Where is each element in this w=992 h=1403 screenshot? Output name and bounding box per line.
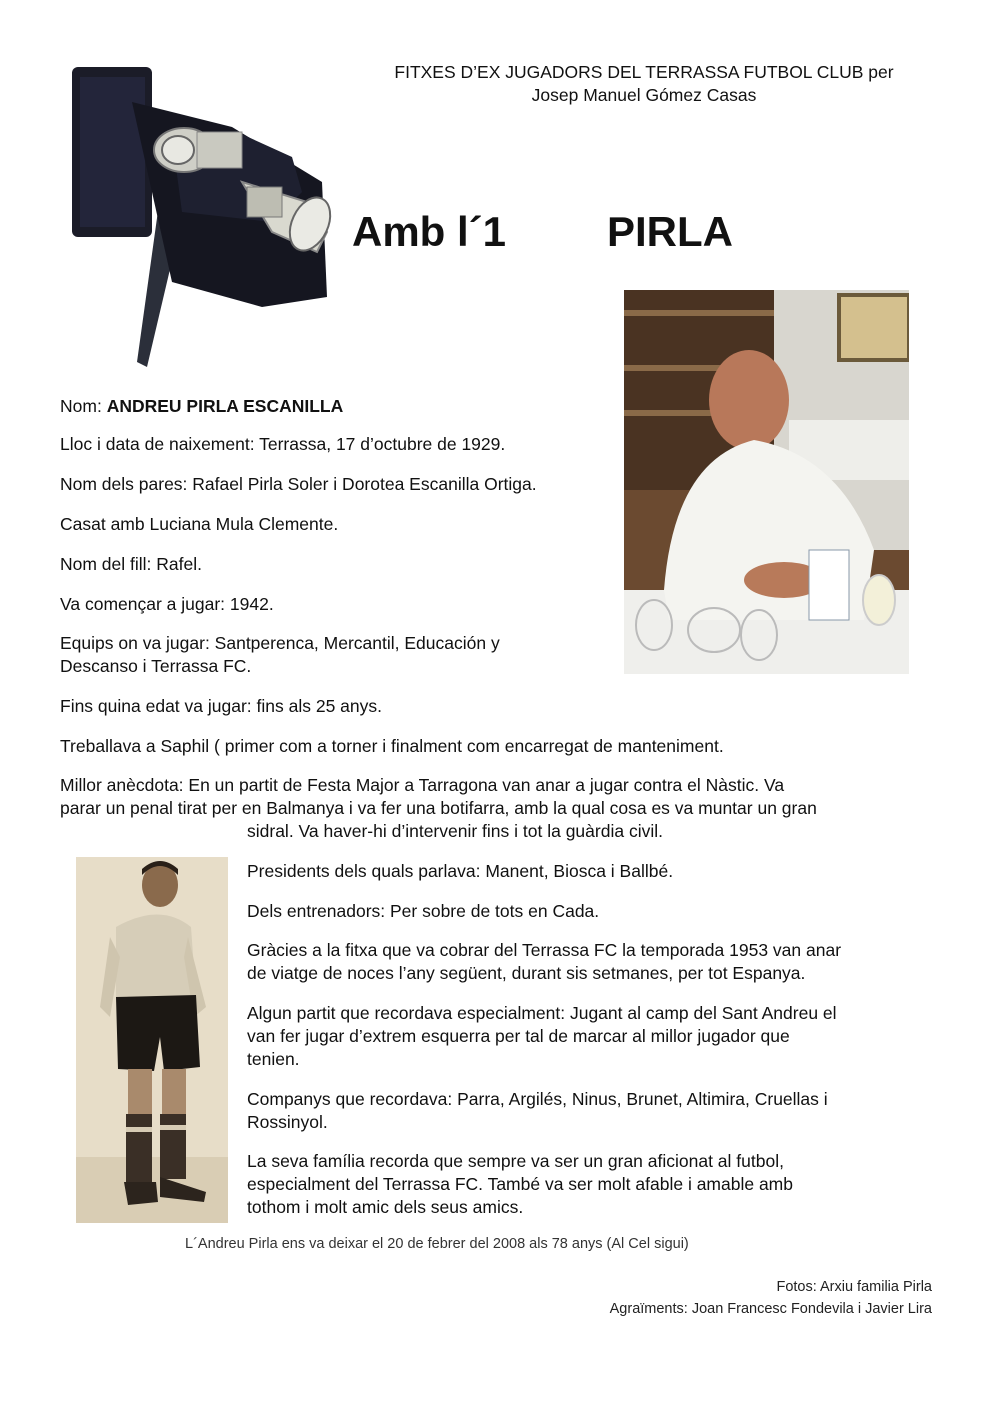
- field-age: Fins quina edat va jugar: fins als 25 anys.: [60, 696, 382, 716]
- field-teams-line-2: Descanso i Terrassa FC.: [60, 656, 252, 676]
- field-name-value: ANDREU PIRLA ESCANILLA: [106, 396, 344, 416]
- memorial-caption: L´Andreu Pirla ens va deixar el 20 de febrer del 2008 als 78 anys (Al Cel sigui): [185, 1236, 689, 1252]
- field-family-line-3: tothom i molt amic dels seus amics.: [247, 1197, 524, 1217]
- field-honeymoon-line-1: Gràcies a la fitxa que va cobrar del Terrassa FC la temporada 1953 van anar: [247, 940, 842, 960]
- field-name: [60, 395, 343, 418]
- field-match-line-2: van fer jugar d’extrem esquerra per tal de marcar al millor jugador que: [247, 1026, 790, 1046]
- field-start: Va començar a jugar: 1942.: [60, 594, 274, 614]
- photo-credit: Fotos: Arxiu familia Pirla: [776, 1279, 932, 1295]
- title-left: Amb l´1: [352, 208, 507, 255]
- field-presidents: Presidents dels quals parlava: Manent, Biosca i Ballbé.: [247, 861, 674, 881]
- field-anecdote-line-1: Millor anècdota: En un partit de Festa Major a Tarragona van anar a jugar contra el Nàstic. Va: [60, 775, 785, 795]
- photo-elderly-man-at-dinner: [624, 290, 909, 674]
- field-anecdote-line-2: parar un penal tirat per en Balmanya i va fer una botifarra, amb la qual cosa es va muntar un gran: [60, 798, 817, 818]
- field-match-line-1: Algun partit que recordava especialment: Jugant al camp del Sant Andreu el: [247, 1003, 837, 1023]
- header-line-2: Josep Manuel Gómez Casas: [531, 85, 757, 105]
- megaphone-camera-icon: [62, 62, 342, 372]
- title-right: PIRLA: [607, 208, 733, 255]
- field-birth: Lloc i data de naixement: Terrassa, 17 d’octubre de 1929.: [60, 434, 506, 454]
- field-match-line-3: tenien.: [247, 1049, 300, 1069]
- field-family-line-1: La seva família recorda que sempre va ser un gran aficionat al futbol,: [247, 1151, 784, 1171]
- field-child: Nom del fill: Rafel.: [60, 554, 202, 574]
- field-mates-line-1: Companys que recordava: Parra, Argilés, Ninus, Brunet, Altimira, Cruellas i: [247, 1089, 828, 1109]
- field-married: Casat amb Luciana Mula Clemente.: [60, 514, 339, 534]
- header-line-1: FITXES D’EX JUGADORS DEL TERRASSA FUTBOL CLUB per: [394, 62, 894, 82]
- field-mates-line-2: Rossinyol.: [247, 1112, 328, 1132]
- field-parents: Nom dels pares: Rafael Pirla Soler i Dorotea Escanilla Ortiga.: [60, 474, 537, 494]
- field-anecdote-line-3: sidral. Va haver-hi d’intervenir fins i tot la guàrdia civil.: [247, 821, 663, 841]
- photo-young-footballer-sepia: [76, 857, 228, 1223]
- field-family-line-2: especialment del Terrassa FC. També va ser molt afable i amable amb: [247, 1174, 793, 1194]
- acknowledgements: Agraïments: Joan Francesc Fondevila i Javier Lira: [609, 1301, 932, 1317]
- field-name-label: Nom:: [60, 396, 107, 416]
- field-work: Treballava a Saphil ( primer com a torner i finalment com encarregat de manteniment.: [60, 736, 724, 756]
- field-honeymoon-line-2: de viatge de noces l’any següent, durant sis setmanes, per tot Espanya.: [247, 963, 806, 983]
- field-teams-line-1: Equips on va jugar: Santperenca, Mercantil, Educación y: [60, 633, 500, 653]
- field-coaches: Dels entrenadors: Per sobre de tots en Cada.: [247, 901, 600, 921]
